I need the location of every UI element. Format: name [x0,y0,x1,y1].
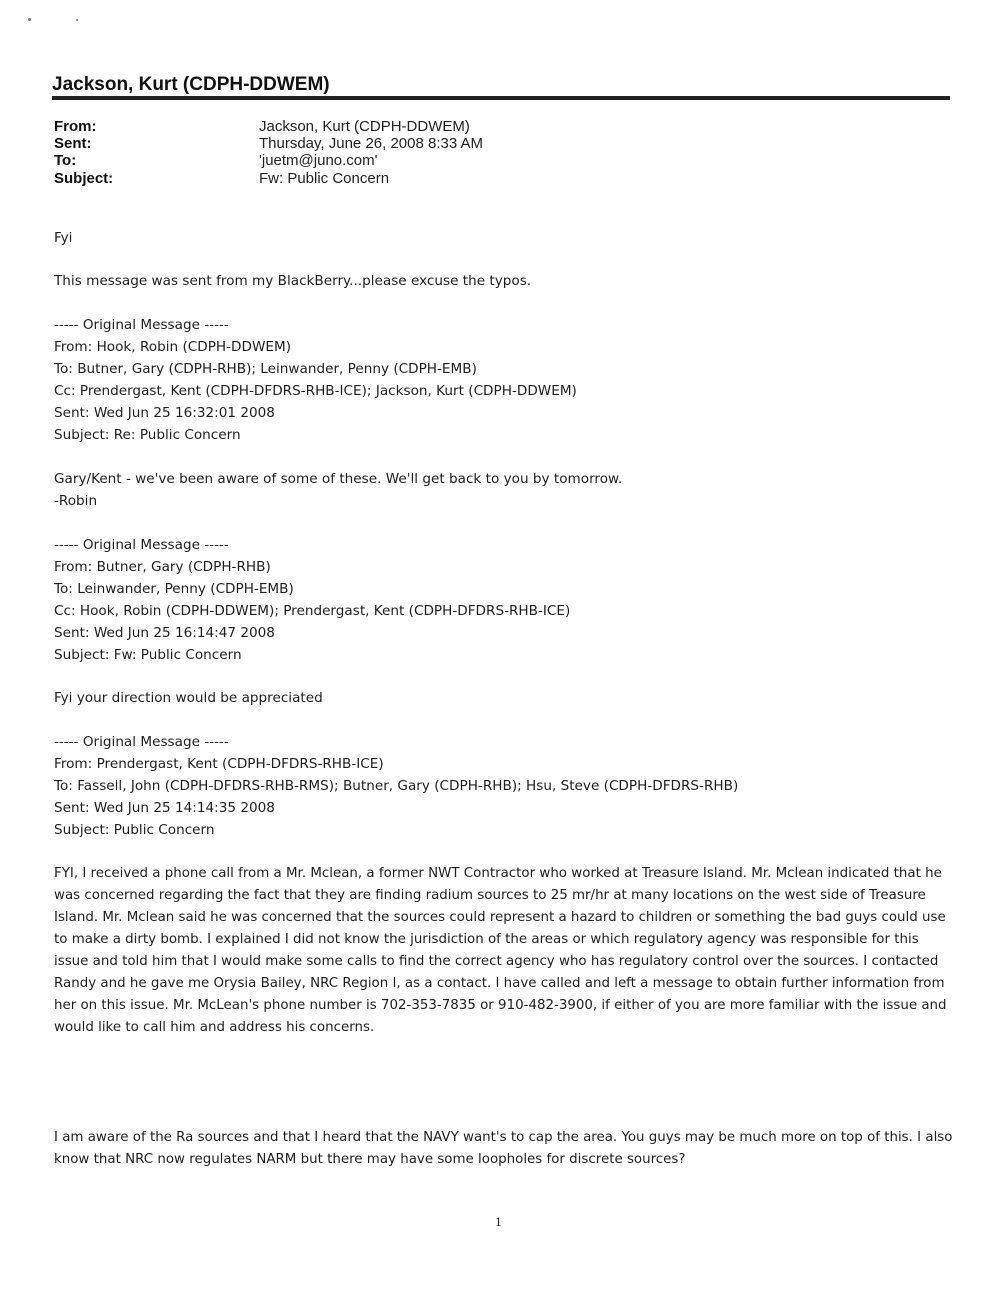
msg2-sent: Sent: Wed Jun 25 16:14:47 2008 [54,625,275,641]
msg1-subject: Subject: Re: Public Concern [54,427,241,443]
original-message-divider: ----- Original Message ----- [54,537,229,553]
page-number: 1 [495,1214,502,1229]
msg1-cc: Cc: Prendergast, Kent (CDPH-DFDRS-RHB-ICE); Jackson, Kurt (CDPH-DDWEM) [54,383,577,399]
msg1-sent: Sent: Wed Jun 25 16:32:01 2008 [54,405,275,421]
scan-speck [76,19,78,21]
msg2-cc: Cc: Hook, Robin (CDPH-DDWEM); Prendergast, Kent (CDPH-DFDRS-RHB-ICE) [54,603,571,619]
to-label: To: [54,152,77,169]
blackberry-line: This message was sent from my BlackBerry...please excuse the typos. [54,273,532,289]
msg1-signature: -Robin [54,493,98,509]
msg3-from: From: Prendergast, Kent (CDPH-DFDRS-RHB-ICE) [54,756,384,772]
to-value: 'juetm@juno.com' [259,152,378,169]
fyi-line: Fyi [54,230,73,246]
msg2-text: Fyi your direction would be appreciated [54,690,323,706]
sender-name: Jackson, Kurt (CDPH-DDWEM) [52,74,330,95]
msg3-paragraph-1: FYI, I received a phone call from a Mr. Mclean, a former NWT Contractor who worked at Treasure Island. Mr. Mclean indicated that he was concerned regarding the fact that they are finding radium sources to 25 mr/hr at many locations on the west side of Treasure Island. Mr. Mclean said he was concerned that the sources could represent a hazard to children or something the bad guys could use to make a dirty bomb. I explained I did not know the jurisdiction of the areas or which regulatory agency was responsible for this issue and told him that I would make some calls to find the correct agency who has regulatory control over the sources. I contacted Randy and he gave me Orysia Bailey, NRC Region I, as a contact. I have called and left a message to obtain further information from her on this issue. Mr. McLean's phone number is 702-353-7835 or 910-482-3900, if either of you are more familiar with the issue and would like to call him and address his concerns. [54,866,947,1035]
msg2-from: From: Butner, Gary (CDPH-RHB) [54,559,271,575]
msg2-to: To: Leinwander, Penny (CDPH-EMB) [54,581,294,597]
from-value: Jackson, Kurt (CDPH-DDWEM) [259,118,470,135]
msg1-text: Gary/Kent - we've been aware of some of these. We'll get back to you by tomorrow. [54,471,623,487]
scan-speck [28,18,31,21]
original-message-divider: ----- Original Message ----- [54,317,229,333]
original-message-divider: ----- Original Message ----- [54,734,229,750]
sent-label: Sent: [54,135,92,152]
subject-label: Subject: [54,170,114,187]
msg3-to: To: Fassell, John (CDPH-DFDRS-RHB-RMS); Butner, Gary (CDPH-RHB); Hsu, Steve (CDPH-DFDRS-RHB) [54,778,739,794]
msg3-subject: Subject: Public Concern [54,822,215,838]
msg1-from: From: Hook, Robin (CDPH-DDWEM) [54,339,292,355]
msg3-sent: Sent: Wed Jun 25 14:14:35 2008 [54,800,275,816]
subject-value: Fw: Public Concern [259,170,390,187]
msg3-paragraph-2: I am aware of the Ra sources and that I heard that the NAVY want's to cap the area. You guys may be much more on top of this. I also know that NRC now regulates NARM but there may have some loopholes for discrete sources? [54,1130,953,1167]
from-label: From: [54,118,97,135]
msg2-subject: Subject: Fw: Public Concern [54,647,242,663]
sent-value: Thursday, June 26, 2008 8:33 AM [259,135,484,152]
header-rule [52,96,950,100]
msg1-to: To: Butner, Gary (CDPH-RHB); Leinwander, Penny (CDPH-EMB) [54,361,477,377]
